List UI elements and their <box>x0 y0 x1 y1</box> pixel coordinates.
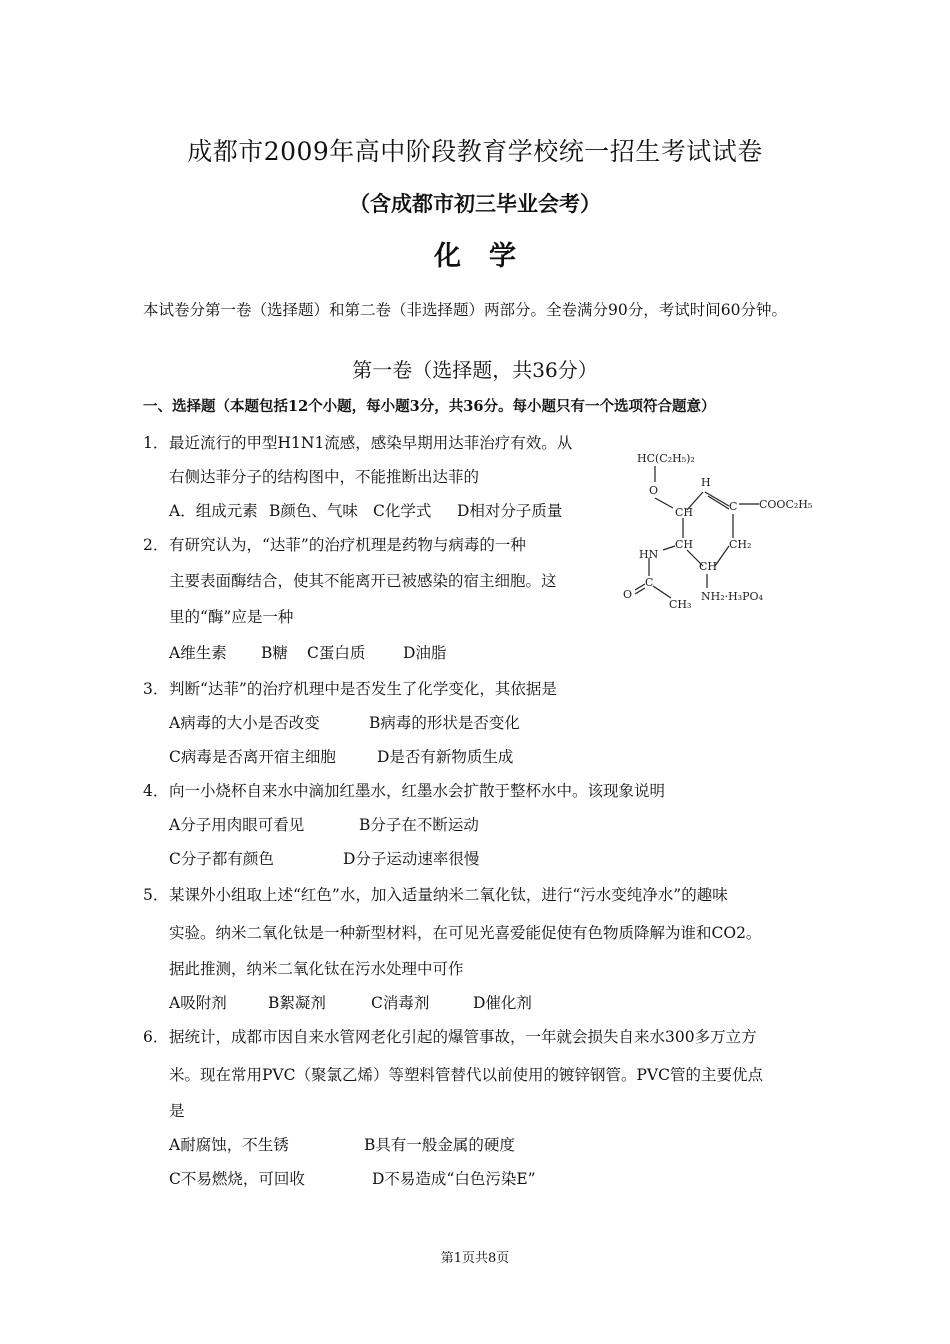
label-h: H <box>701 476 711 489</box>
question-5-options <box>169 986 532 1020</box>
question-text-cont: 里的“酶”应是一种 <box>169 608 294 626</box>
label-o: O <box>649 484 659 497</box>
question-text-cont: 米。现在常用PVC（聚氯乙烯）等塑料管替代以前使用的镀锌钢管。PVC管的主要优点 <box>169 1066 763 1084</box>
exam-subtitle: （含成都市初三毕业会考） <box>349 191 601 216</box>
question-text: 据统计，成都市因自来水管网老化引起的爆管事故，一年就会损失自来水300多万立方 <box>169 1028 757 1046</box>
option-a: A耐腐蚀，不生锈 <box>169 1136 289 1154</box>
label-c: C <box>645 576 654 589</box>
question-1 <box>143 426 572 460</box>
part-heading: 一、选择题（本题包括12个小题，每小题3分，共36分。每小题只有一个选项符合题意） <box>143 398 716 415</box>
question-text: 最近流行的甲型H1N1流感，感染早期用达菲治疗有效。从 <box>169 434 573 452</box>
question-2 <box>143 528 526 562</box>
option-b: B病毒的形状是否变化 <box>369 714 520 732</box>
question-text: 判断“达菲”的治疗机理中是否发生了化学变化，其依据是 <box>169 680 557 698</box>
subject-title: 化学 <box>434 241 544 272</box>
option-d: D催化剂 <box>473 994 532 1012</box>
option-c: C不易燃烧，可回收 <box>169 1170 305 1188</box>
label-c: C <box>729 500 738 513</box>
label-ch3: CH₃ <box>669 598 692 611</box>
label-o: O <box>623 588 633 601</box>
option-c: C蛋白质 <box>307 644 366 662</box>
question-number: 6． <box>143 1028 169 1046</box>
label-cooc2h5: COOC₂H₅ <box>759 498 813 511</box>
option-c: C病毒是否离开宿主细胞 <box>169 748 336 766</box>
option-d: D分子运动速率很慢 <box>343 850 480 868</box>
option-d: D是否有新物质生成 <box>377 748 514 766</box>
section-title: 第一卷（选择题，共36分） <box>352 358 598 382</box>
question-2-options <box>169 636 446 670</box>
label-hn: HN <box>639 548 659 561</box>
question-4 <box>143 774 665 808</box>
option-a: A分子用肉眼可看见 <box>169 816 305 834</box>
label-ch: CH <box>699 560 718 573</box>
option-b: B絮凝剂 <box>268 994 326 1012</box>
label-ch: CH <box>675 538 694 551</box>
question-text: 某课外小组取上述“红色”水，加入适量纳米二氧化钛，进行“污水变纯净水”的趣味 <box>169 886 728 904</box>
question-1-options <box>169 494 562 528</box>
option-d: D相对分子质量 <box>457 502 563 520</box>
question-text-cont: 是 <box>169 1102 185 1120</box>
option-b: B颜色、气味 <box>269 502 358 520</box>
option-a: A维生素 <box>169 644 227 662</box>
question-number: 5． <box>143 886 169 904</box>
question-text-cont: 主要表面酶结合，使其不能离开已被感染的宿主细胞。这 <box>169 572 557 590</box>
question-6 <box>143 1020 757 1054</box>
question-text-cont: 实验。纳米二氧化钛是一种新型材料，在可见光喜爱能促使有色物质降解为谁和CO2。 <box>169 924 762 942</box>
question-6-options <box>169 1162 536 1196</box>
page-footer: 第1页共8页 <box>440 1251 510 1266</box>
question-text: 向一小烧杯自来水中滴加红墨水，红墨水会扩散于整杯水中。该现象说明 <box>169 782 666 800</box>
option-c: C消毒剂 <box>371 994 430 1012</box>
label-ch: CH <box>675 506 694 519</box>
tamiflu-structure-diagram <box>615 442 825 622</box>
question-number: 2． <box>143 536 169 554</box>
option-d: D不易造成“白色污染E” <box>372 1170 536 1188</box>
option-b: B分子在不断运动 <box>359 816 479 834</box>
option-b: B具有一般金属的硬度 <box>364 1136 515 1154</box>
label-hc-ethyl: HC(C₂H₅)₂ <box>637 452 695 465</box>
question-number: 4． <box>143 782 169 800</box>
question-5 <box>143 878 728 912</box>
question-4-options <box>169 842 479 876</box>
label-ch2: CH₂ <box>729 538 752 551</box>
question-number: 3． <box>143 680 169 698</box>
question-3 <box>143 672 557 706</box>
option-a: A．组成元素 <box>169 502 258 520</box>
exam-intro: 本试卷分第一卷（选择题）和第二卷（非选择题）两部分。全卷满分90分，考试时间60分钟。 <box>143 301 787 319</box>
option-a: A吸附剂 <box>169 994 227 1012</box>
question-4-options <box>169 808 479 842</box>
question-text-cont: 右侧达菲分子的结构图中，不能推断出达菲的 <box>169 468 480 486</box>
question-3-options <box>169 740 513 774</box>
question-text: 有研究认为，“达菲”的治疗机理是药物与病毒的一种 <box>169 536 526 554</box>
option-d: D油脂 <box>403 644 447 662</box>
option-b: B糖 <box>261 644 288 662</box>
question-text-cont: 据此推测，纳米二氧化钛在污水处理中可作 <box>169 960 464 978</box>
option-a: A病毒的大小是否改变 <box>169 714 320 732</box>
question-6-options <box>169 1128 515 1162</box>
option-c: C分子都有颜色 <box>169 850 274 868</box>
exam-title: 成都市2009年高中阶段教育学校统一招生考试试卷 <box>187 137 763 166</box>
option-c: C化学式 <box>373 502 432 520</box>
question-number: 1． <box>143 434 169 452</box>
question-3-options <box>169 706 520 740</box>
label-nh2-h3po4: NH₂·H₃PO₄ <box>701 590 763 603</box>
